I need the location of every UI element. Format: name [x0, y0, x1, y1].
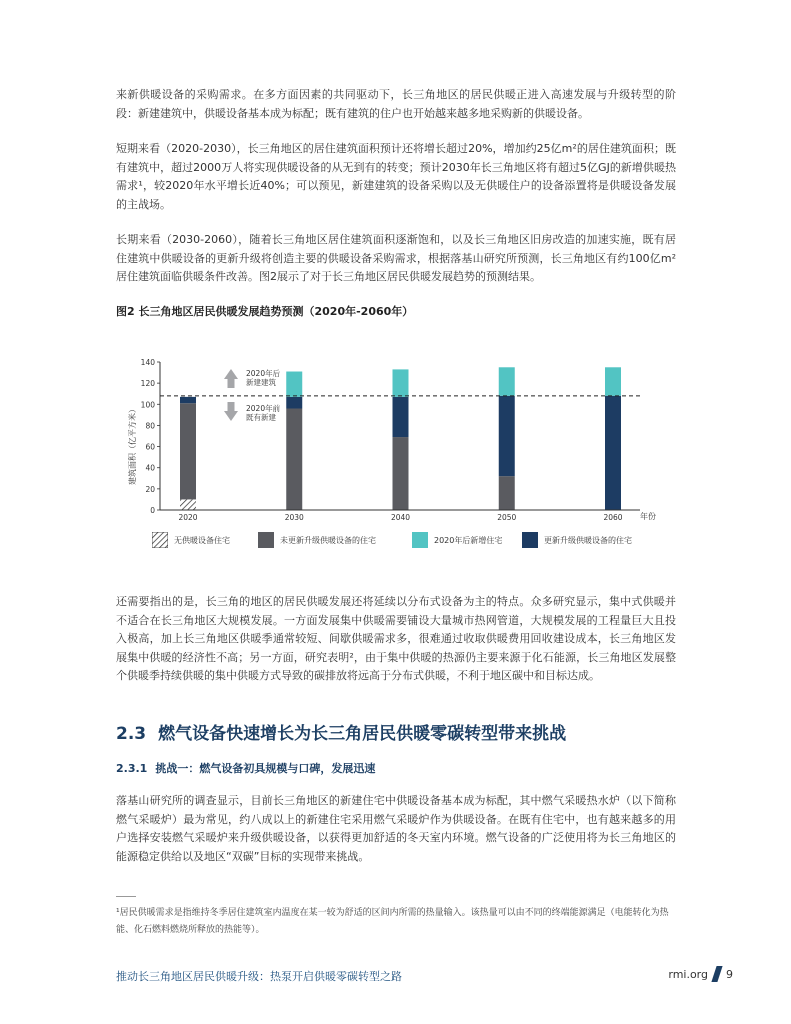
footnote-divider	[116, 896, 136, 897]
annotation-existing-buildings: 2020年前既有新建	[246, 404, 281, 422]
legend-item	[412, 532, 502, 548]
footer-site-link[interactable]: rmi.org	[668, 967, 708, 981]
bar-segment-1-2050	[499, 476, 515, 510]
bar-segment-2-2040	[393, 397, 409, 437]
trend-chart	[110, 355, 670, 525]
x-tick-label: 2030	[284, 513, 304, 522]
paragraph-intro: 来新供暖设备的采购需求。在多方面因素的共同驱动下，长三角地区的居民供暖正进入高速发展与升级转型的阶段：新建建筑中，供暖设备基本成为标配；既有建筑的住户也开始越来越多地采购新的供暖设备。	[116, 88, 676, 120]
x-tick-label: 2020	[178, 513, 198, 522]
y-tick-label: 120	[140, 379, 155, 389]
y-axis-label: 建筑面积（亿平方米）	[128, 405, 137, 485]
paragraph-long-term: 长期来看（2030-2060），随着长三角地区居住建筑面积逐渐饱和，以及长三角地区旧房改造的加速实施，既有居住建筑中供暖设备的更新升级将创造主要的供暖设备采购需求，根据落基山研究所预测，长三角地区有约100亿m²居住建筑面临供暖条件改善。图2展示了对于长三角地区居民供暖发展趋势的预测结果。	[116, 233, 676, 283]
bar-segment-2-2030	[286, 397, 302, 409]
subsection-heading	[116, 760, 375, 776]
slash-icon	[711, 966, 722, 982]
bar-segment-3-2040	[393, 369, 409, 396]
bar-segment-1-2040	[393, 437, 409, 510]
legend-label: 未更新升级供暖设备的住宅	[280, 535, 376, 545]
legend-swatch	[258, 532, 274, 548]
bar-segment-2-2050	[499, 396, 515, 476]
x-axis-label: 年份	[640, 512, 656, 521]
legend-label: 2020年后新增住宅	[434, 535, 503, 545]
legend-item	[152, 532, 230, 548]
legend-label: 更新升级供暖设备的住宅	[544, 535, 632, 545]
chart-legend	[152, 532, 652, 552]
down-arrow-icon	[224, 402, 238, 421]
legend-swatch	[522, 532, 538, 548]
y-tick-label: 20	[145, 484, 155, 494]
page-number: 9	[726, 967, 733, 981]
bar-segment-1-2030	[286, 409, 302, 510]
section-number: 2.3	[116, 724, 147, 744]
x-tick-label: 2050	[497, 513, 517, 522]
section-title: 燃气设备快速增长为长三角居民供暖零碳转型带来挑战	[158, 724, 567, 744]
legend-item	[258, 532, 376, 548]
bar-segment-2-2020	[180, 397, 196, 403]
legend-swatch-hatch	[152, 532, 168, 548]
y-tick-label: 0	[150, 506, 155, 515]
x-tick-label: 2060	[603, 513, 623, 522]
y-tick-label: 100	[140, 400, 155, 410]
y-tick-label: 60	[145, 442, 155, 452]
bar-segment-1-2020	[180, 403, 196, 499]
paragraph-short-term: 短期来看（2020-2030），长三角地区的居住建筑面积预计还将增长超过20%，增加约25亿m²的居住建筑面积；既有建筑中，超过2000万人将实现供暖设备的从无到有的转变；预计2030年长三角地区将有超过5亿GJ的新增供暖热需求¹，较2020年水平增长近40%；可以预见，新建建筑的设备采购以及无供暖住户的设备添置将是供暖设备发展的主战场。	[116, 142, 676, 211]
up-arrow-icon	[224, 369, 238, 388]
y-tick-label: 140	[140, 358, 155, 367]
annotation-new-buildings: 2020年后新建建筑	[246, 369, 281, 387]
bar-segment-3-2060	[605, 367, 621, 396]
bar-segment-2-2060	[605, 396, 621, 510]
footnote: ¹居民供暖需求是指维持冬季居住建筑室内温度在某一较为舒适的区间内所需的热量输入。该热量可以由不同的终端能源满足（电能转化为热能、化石燃料燃烧所释放的热能等）。	[116, 908, 669, 935]
bar-segment-0-2020	[180, 499, 196, 510]
bar-segment-3-2030	[286, 372, 302, 397]
paragraph-distributed: 还需要指出的是，长三角的地区的居民供暖发展还将延续以分布式设备为主的特点。众多研究显示，集中式供暖并不适合在长三角地区大规模发展。一方面发展集中供暖需要铺设大量城市热网管道，大规模发展的工程量巨大且投入极高，加上长三角地区供暖季通常较短、间歇供暖需求多，很难通过收取供暖费用回收建设成本，长三角地区发展集中供暖的经济性不高；另一方面，研究表明²，由于集中供暖的热源仍主要来源于化石能源，长三角地区发展整个供暖季持续供暖的集中供暖方式导致的碳排放将远高于分布式供暖，不利于地区碳中和目标达成。	[116, 595, 676, 682]
subsection-number: 2.3.1	[116, 762, 148, 775]
footer-title: 推动长三角地区居民供暖升级：热泵开启供暖零碳转型之路	[116, 970, 402, 983]
legend-swatch	[412, 532, 428, 548]
figure-title: 图2 长三角地区居民供暖发展趋势预测（2020年-2060年）	[116, 305, 414, 318]
y-tick-label: 80	[145, 421, 155, 431]
subsection-title: 挑战一：燃气设备初具规模与口碑，发展迅速	[155, 762, 376, 775]
x-tick-label: 2040	[390, 513, 411, 522]
legend-label: 无供暖设备住宅	[174, 535, 230, 545]
section-heading	[116, 719, 566, 744]
legend-item	[522, 532, 632, 548]
paragraph-survey: 落基山研究所的调查显示，目前长三角地区的新建住宅中供暖设备基本成为标配，其中燃气采暖热水炉（以下简称燃气采暖炉）最为常见，约八成以上的新建住宅采用燃气采暖炉作为供暖设备。在既有住宅中，也有越来越多的用户选择安装燃气采暖炉来升级供暖设备，以获得更加舒适的冬天室内环境。燃气设备的广泛使用将为长三角地区的能源稳定供给以及地区“双碳”目标的实现带来挑战。	[116, 794, 676, 863]
y-tick-label: 40	[145, 463, 155, 473]
bar-segment-3-2050	[499, 367, 515, 396]
footer-right	[668, 966, 733, 982]
